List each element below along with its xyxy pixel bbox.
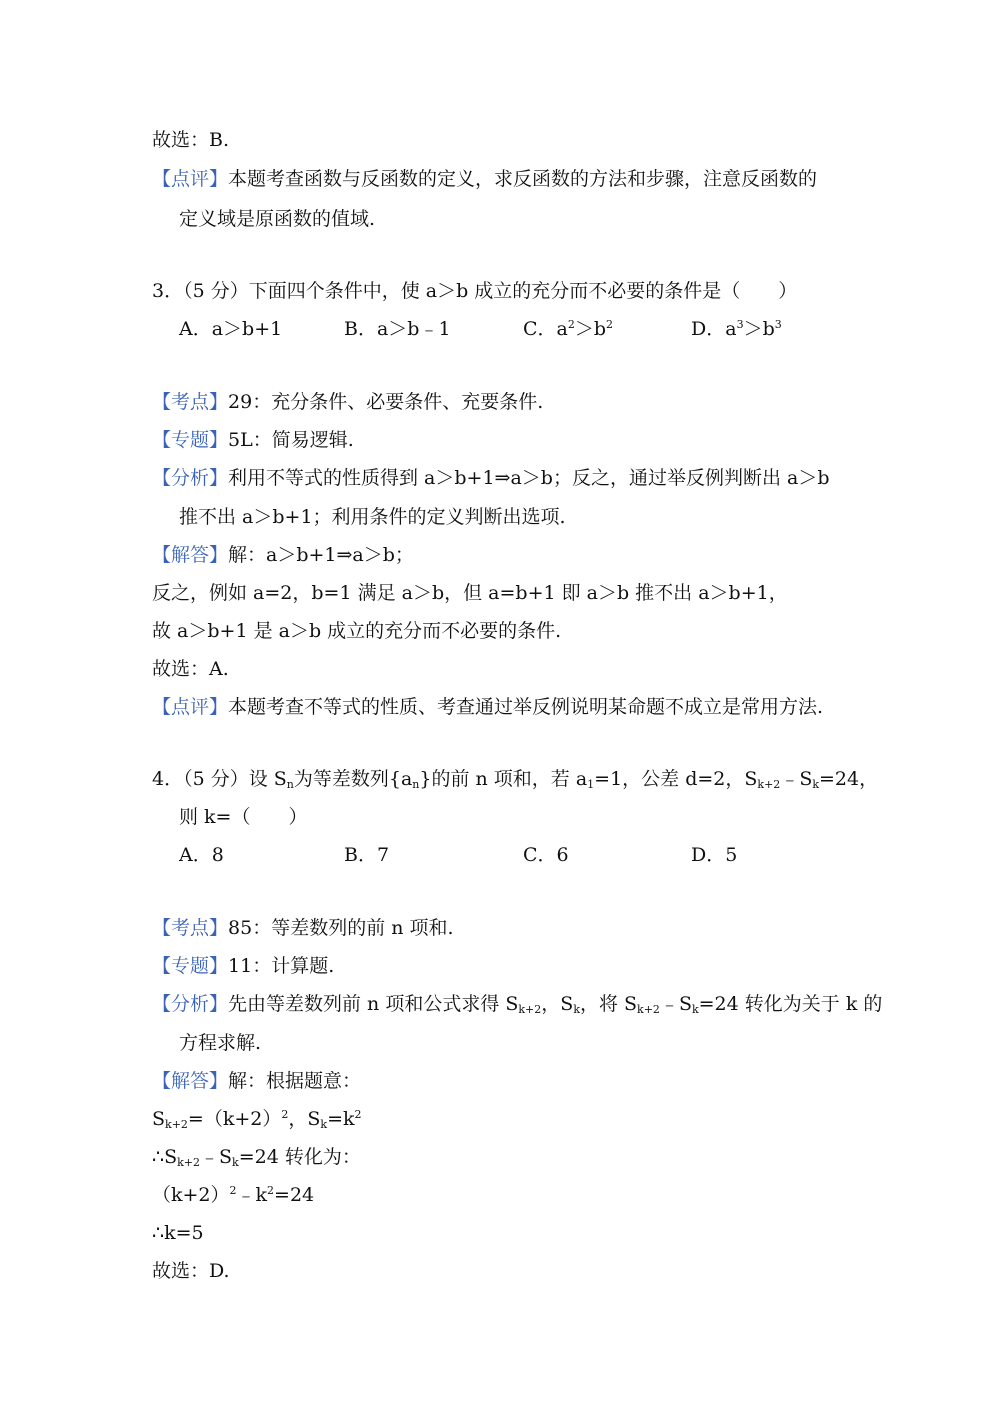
- prev-comment-line2: 定义域是原函数的值域.: [179, 208, 376, 230]
- q3-zhuanti: 【专题】5L：简易逻辑.: [152, 429, 354, 451]
- q3-solution-line3: 故 a＞b+1 是 a＞b 成立的充分而不必要的条件.: [152, 620, 562, 642]
- q3-option-c: C．$a^2>b^2$: [523, 318, 614, 340]
- q3-comment: 【点评】本题考查不等式的性质、考查通过举反例说明某命题不成立是常用方法.: [152, 696, 824, 718]
- q4-jieda: 【解答】解：根据题意：: [152, 1070, 362, 1092]
- fenxi-tag: 【分析】: [152, 993, 229, 1015]
- kaodian-tag: 【考点】: [152, 917, 229, 939]
- q4-answer: 故选：D.: [152, 1260, 230, 1282]
- q4-fenxi-line2: 方程求解.: [179, 1032, 262, 1054]
- q4-solution-line4: ∴k=5: [152, 1222, 204, 1244]
- prev-comment-line1: [152, 167, 817, 191]
- q4-stem-line2: 则 k=（ ）: [179, 806, 308, 828]
- q4-zhuanti: 【专题】11：计算题.: [152, 955, 335, 977]
- kaodian-tag: 【考点】: [152, 391, 229, 413]
- prev-answer: 故选：B.: [152, 129, 230, 151]
- jieda-tag: 【解答】: [152, 1070, 229, 1092]
- q3-fenxi-line1: 【分析】利用不等式的性质得到 a＞b+1⇒a＞b；反之，通过举反例判断出 a＞b: [152, 467, 830, 489]
- jieda-tag: 【解答】: [152, 544, 229, 566]
- fenxi-tag: 【分析】: [152, 467, 229, 489]
- q4-solution-line3: $(k+2)^2﹣k^2=24$: [152, 1184, 315, 1206]
- q4-option-b: B．7: [344, 844, 390, 866]
- comment-tag: 【点评】: [152, 168, 229, 190]
- q4-fenxi-line1: 【分析】先由等差数列前 n 项和公式求得 $S_{k+2}$，$S_k$，将 $S_{k+2}﹣S_k=24$ 转化为关于 k 的: [152, 993, 883, 1016]
- q3-option-b: B．a＞b﹣1: [344, 318, 451, 340]
- q4-kaodian: 【考点】85：等差数列的前 n 项和.: [152, 917, 454, 939]
- q4-solution-line1: $S_{k+2}=(k+2)^2$，$S_k=k^2$: [152, 1108, 362, 1131]
- q3-option-d: D．$a^3>b^3$: [691, 318, 782, 340]
- zhuanti-tag: 【专题】: [152, 429, 229, 451]
- comment-text: 本题考查函数与反函数的定义，求反函数的方法和步骤，注意反函数的: [228, 168, 818, 190]
- comment-tag: 【点评】: [152, 696, 229, 718]
- zhuanti-tag: 【专题】: [152, 955, 229, 977]
- q3-option-a: A．a＞b+1: [179, 318, 283, 340]
- q4-solution-line2: $\therefore S_{k+2}﹣S_k=24$ 转化为：: [152, 1146, 361, 1169]
- q4-option-d: D．5: [691, 844, 738, 866]
- q4-stem-line1: 4．（5 分）设 $S_n$为等差数列$\{a_n\}$的前 n 项和，若 $a_1=1$，公差 d=2，$S_{k+2}﹣S_k=24$，: [152, 768, 879, 791]
- q4-option-c: C．6: [523, 844, 569, 866]
- q4-option-a: A．8: [179, 844, 224, 866]
- q3-answer: 故选：A.: [152, 658, 229, 680]
- q3-stem: 3．（5 分）下面四个条件中，使 a＞b 成立的充分而不必要的条件是（ ）: [152, 280, 798, 302]
- q3-jieda-line1: 【解答】解：a＞b+1⇒a＞b；: [152, 544, 414, 566]
- q3-solution-line2: 反之，例如 a=2，b=1 满足 a＞b，但 a=b+1 即 a＞b 推不出 a＞b+1，: [152, 582, 788, 604]
- q3-fenxi-line2: 推不出 a＞b+1；利用条件的定义判断出选项.: [179, 506, 566, 528]
- q3-kaodian: 【考点】29：充分条件、必要条件、充要条件.: [152, 391, 544, 413]
